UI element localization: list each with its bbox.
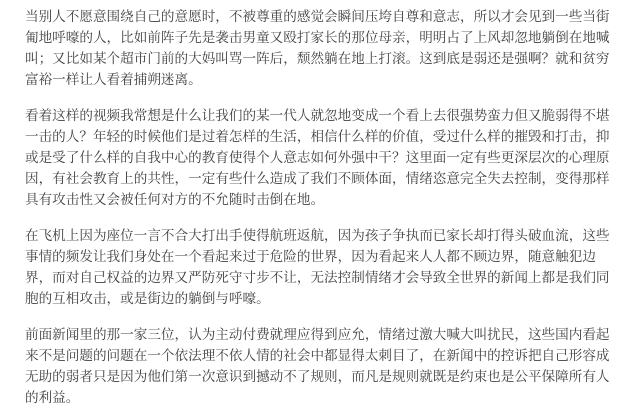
article-paragraph-4: 前面新闻里的那一家三位，认为主动付费就理应得到应允，情绪过激大喊大叫扰民，这些国内看起来不是问题的问题在一个依法理不依人情的社会中都显得太刺目了，在新闻中的控诉把自己形容成无助的弱者只是因为他们第一次意识到撼动不了规则，而凡是规则就既是约束也是公平保障所有人的利益。 xyxy=(25,327,610,405)
article-paragraph-1: 当别人不愿意围绕自己的意愿时，不被尊重的感觉会瞬间压垮自尊和意志，所以才会见到一些当街匍地呼嚎的人，比如前阵子先是袭击男童又殴打家长的那位母亲，明明占了上风却忽地躺倒在地喊叫；又比如某个超市门前的大妈叫骂一阵后，颓然躺在地上打滚。这到底是弱还是强啊？就和贫穷富裕一样让人看着捕朔迷离。 xyxy=(25,9,610,87)
article-paragraph-2: 看着这样的视频我常想是什么让我们的某一代人就忽地变成一个看上去很强势蛮力但又脆弱得不堪一击的人？年轻的时候他们是过着怎样的生活，相信什么样的价值，受过什么样的摧毁和打击，抑或是受了什么样的自我中心的教育使得个人意志如何外强中干？这里面一定有些更深层次的心理原因，有社会教育上的共性，一定有些什么造成了我们不顾体面，情绪恣意完全失去控制，变得那样具有攻击性又会被任何对方的不允随时击倒在地。 xyxy=(25,108,610,207)
article-text xyxy=(25,0,615,408)
article-paragraph-3: 在飞机上因为座位一言不合大打出手使得航班返航，因为孩子争执而已家长却打得头破血流，这些事情的频发让我们身处在一个看起来过于危险的世界，因为看起来人人都不顾边界，随意触犯边界，而对自己权益的边界又严防死守寸步不让，无法控制情绪才会导致全世界的新闻上都是我们同胞的互相攻击，或是街边的躺倒与呼嚎。 xyxy=(25,228,610,306)
